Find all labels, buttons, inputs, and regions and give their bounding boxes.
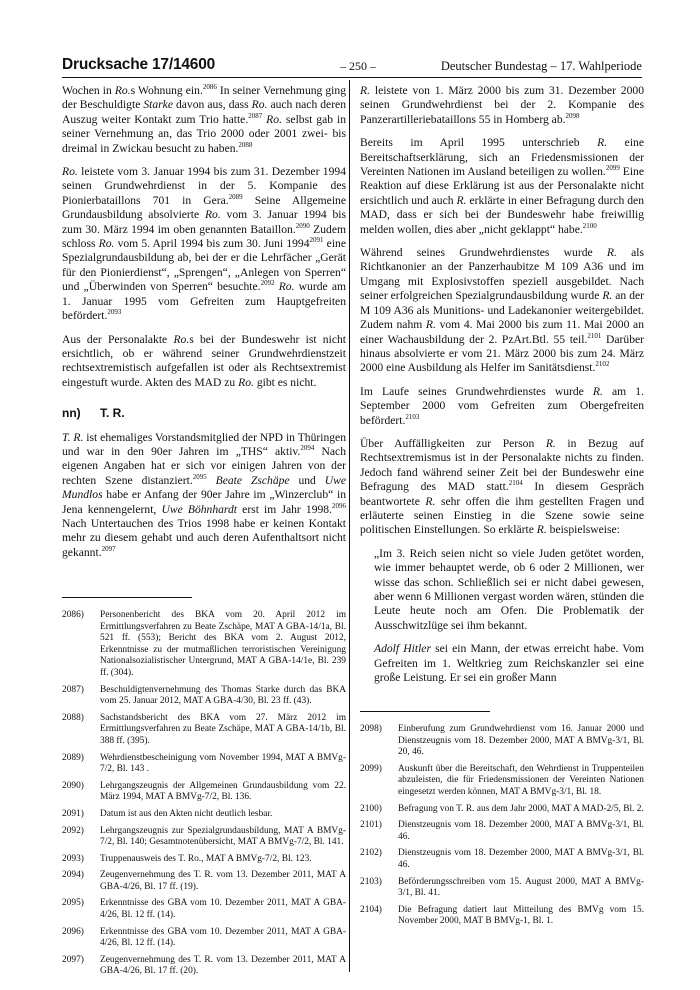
footnote-ref[interactable]: 2101 [587,331,602,340]
footnote: 2099) Auskunft über die Bereitschaft, den Wehrdienst in Truppenteilen abzuleisten, die für Friedensmissionen der Vereinten Nationen eingesetzt werden können, MAT A BMVg-3/1, Bl. 18. [360,763,644,797]
section-number: nn) [62,406,81,421]
footnote: 2086) Personenbericht des BKA vom 20. April 2012 im Ermittlungsverfahren zu Beate Zschäpe, MAT A GBA-14/1a, Bl. 521 ff. (553); Bericht des BKA vom 2. August 2012, Erkenntnisse zu der mutmaßlichen terroristischen Vereinigung Nationalsozialistischer Untergrund, MAT A GBA-14/1e, Bl. 239 ff. (304). [62,610,346,678]
paragraph: Während seines Grundwehrdienstes wurde R. als Richtkanonier an der Panzerhaubitze M 109 A36 und im Umgang mit Explosivstoffen speziell ausgebildet. Nach seiner erfolgreichen Spezialgrundausbildung wurde R. an der M 109 A36 als Munitions- und Ladekanonier weitergebildet. Zudem nahm R. vom 4. Mai 2000 bis zum 11. Mai 2000 an einer Wachausbildung der 2. PzArt.Btl. 55 teil.$^{2101}$ Darüber hinaus absolvierte er vom 21. März 2000 bis zum 24. März 2000 eine Ausbildung als Helfer im Sanitätsdienst.$^{2102}$ [360,246,644,375]
footnote-ref[interactable]: 2086 [202,83,217,92]
footnote: 2088) Sachstandsbericht des BKA vom 27. März 2012 im Ermittlungsverfahren zu Beate Zschäpe, MAT A GBA-14/1b, Bl. 388 ff. (395). [62,712,346,746]
footnote: 2097) Zeugenvernehmung des T. R. vom 13. Dezember 2011, MAT A GBA-4/26, Bl. 17 ff. (20). [62,954,346,977]
footnote: 2102) Dienstzeugnis vom 18. Dezember 2000, MAT A BMVg-3/1, Bl. 46. [360,848,644,870]
quote-paragraph: Adolf Hitler sei ein Mann, der etwas erreicht habe. Vom Gefreiten im 1. Weltkrieg zum Reichskanzler sei eine große Leistung. Er sei ein großer Mann [374,642,644,685]
footnote: 2100) Befragung von T. R. aus dem Jahr 2000, MAT A MAD-2/5, Bl. 2. [360,803,644,814]
section-heading [62,406,346,420]
footnote-ref[interactable]: 2099 [605,164,620,173]
footnote: 2090) Lehrgangszeugnis der Allgemeinen Grundausbildung vom 22. März 1994, MAT A BMVg-7/2, Bl. 136. [62,780,346,803]
footnote-rule [62,597,192,598]
paragraph: T. R. ist ehemaliges Vorstandsmitglied der NPD in Thüringen und war in den 90er Jahren im „THS“ aktiv.$^{2094}$ Nach eigenen Angaben hat er sich vor einigen Jahren von der rechten Szene distanziert.$^{2095}$ Beate Zschäpe und Uwe Mundlos habe er Anfang der 90er Jahre im „Winzerclub“ in Jena kennengelernt, Uwe Böhnhardt erst im Jahr 1998.$^{2096}$ Nach Untertauchen des Trios 1998 habe er keinen Kontakt mehr zu diesem gehabt und auch deren Aufenthaltsort nicht gekannt.$^{2097}$ [62,430,347,559]
footnote-rule [360,711,490,712]
right-column [360,84,644,694]
footnote-ref[interactable]: 2091 [309,236,324,245]
footnote: 2095) Erkenntnisse des GBA vom 10. Dezember 2011, MAT A GBA-4/26, Bl. 12 ff. (14). [62,898,346,921]
paragraph: Im Laufe seines Grundwehrdienstes wurde R. am 1. September 2000 vom Gefreiten zum Obergefreiten befördert.$^{2103}$ [360,384,644,427]
footnote-ref[interactable]: 2094 [300,444,315,453]
footnote-ref[interactable]: 2102 [595,360,610,369]
footnote-ref[interactable]: 2093 [107,308,122,317]
doc-prefix: Drucksache 17/ [62,56,173,73]
doc-number-bold: 14600 [172,56,216,73]
paragraph: Über Auffälligkeiten zur Person R. in Bezug auf Rechtsextremismus ist in der Personalakte nichts zu finden. Jedoch fand während seiner Zeit bei der Bundeswehr eine Befragung des MAD statt.$^{2104}$ In diesem Gespräch beantwortete R. sehr offen die ihm gestellten Fragen und erläuterte seinen Einstieg in die Szene sowie seine politischen Einstellungen. So erklärte R. beispielsweise: [360,436,645,537]
page-number: – 250 – [340,59,376,73]
footnote-ref[interactable]: 2092 [260,279,275,288]
footnote-ref[interactable]: 2088 [238,140,253,149]
footnote: 2098) Einberufung zum Grundwehrdienst vom 16. Januar 2000 und Dienstzeugnis vom 18. Dezember 2000, MAT A BMVg-3/1, Bl. 20, 46. [360,724,644,758]
footnote-ref[interactable]: 2098 [565,111,580,120]
footnote: 2093) Truppenausweis des T. Ro., MAT A BMVg-7/2, Bl. 123. [62,853,312,864]
footnote: 2094) Zeugenvernehmung des T. R. vom 13. Dezember 2011, MAT A GBA-4/26, Bl. 17 ff. (19). [62,870,346,892]
footnote-ref[interactable]: 2097 [101,544,116,553]
column-divider [349,80,350,972]
footnote-ref[interactable]: 2089 [228,192,243,201]
footnote-ref[interactable]: 2100 [582,221,597,230]
paragraph: Wochen in Ro.s Wohnung ein.$^{2086}$ In seiner Vernehmung ging der Beschuldigte Starke davon aus, dass Ro. auch nach deren Auszug weiter Kontakt zum Trio hatte.$^{2087}$ Ro. selbst gab in seiner Vernehmung an, das Trio 2000 oder 2001 zwei- bis dreimal in Zwickau besucht zu haben.$^{2088}$ [62,83,346,155]
paragraph: R. leistete von 1. März 2000 bis zum 31. Dezember 2000 seinen Grundwehrdienst bei der 2. Kompanie des Panzerartilleriebataillons 55 in Homberg ab.$^{2098}$ [360,84,644,126]
footnote: 2096) Erkenntnisse des GBA vom 10. Dezember 2011, MAT A GBA-4/26, Bl. 12 ff. (14). [62,926,346,949]
footnotes-left [62,583,346,983]
paragraph: Aus der Personalakte Ro.s bei der Bundeswehr ist nicht ersichtlich, ob er während seiner Grundwehrdienstzeit rechtsextremistisch aufgefallen ist oder als Rechtsextremist eingestuft wurde. Akten des MAD zu Ro. gibt es nicht. [62,332,346,389]
header-rule [62,77,642,78]
publisher-label: Deutscher Bundestag – 17. Wahlperiode [440,59,642,73]
paragraph: Bereits im April 1995 unterschrieb R. eine Bereitschaftserklärung, sich an Friedensmissionen der Vereinten Nationen im Ausland beteiligen zu wollen.$^{2099}$ Eine Reaktion auf diese Erklärung ist aus der Personalakte nicht ersichtlich und auch R. erklärte in einer Befragung durch den MAD, dass er sich bei der Bundeswehr habe freiwillig melden wollen, dies aber „nicht geklappt“ habe.$^{2100}$ [360,136,644,236]
footnote: 2087) Beschuldigtenvernehmung des Thomas Starke durch das BKA vom 25. Januar 2012, MAT A GBA-4/30, Bl. 23 ff. (43). [62,684,346,707]
block-quote [360,547,644,686]
footnote: 2103) Beförderungsschreiben vom 15. August 2000, MAT A BMVg-3/1, Bl. 41. [360,876,644,899]
footnote-ref[interactable]: 2104 [508,479,523,488]
footnote-ref[interactable]: 2095 [192,472,207,481]
paragraph: Ro. leistete vom 3. Januar 1994 bis zum 31. Dezember 1994 seinen Grundwehrdienst in der 5. Kompanie des Pionierbataillons 701 in Gera.$^{2089}$ Seine Allgemeine Grundausbildung absolvierte Ro. vom 3. Januar 1994 bis zum 30. März 1994 im oben genannten Bataillon.$^{2090}$ Zudem schloss Ro. vom 5. April 1994 bis zum 30. Juni $1994^{2091}$ eine Spezialgrundausbildung ab, bei der er die Lehrfächer „Gerät für den Pionierdienst“, „Sprengen“, „Anlegen von Sperren“ und „Überwinden von Sperren“ besuchte.$^{2092}$ Ro. wurde am 1. Januar 1995 vom Gefreiten zum Hauptgefreiten befördert.$^{2093}$ [62,165,347,323]
section-title: T. R. [100,406,125,421]
footnote-ref[interactable]: 2096 [332,501,346,510]
footnote: 2101) Dienstzeugnis vom 18. Dezember 2000, MAT A BMVg-3/1, Bl. 46. [360,820,644,842]
footnotes-right [360,697,644,933]
quote-paragraph: „Im 3. Reich seien nicht so viele Juden getötet worden, wie immer behauptet werde, ob 6 oder 2 Millionen, wer wisse das schon. Schließlich sei er nicht dabei gewesen, aber wenn 6 Millionen vergast worden wären, stünden die Leute heute noch am Ofen. Die Problematik der Ausschwitzlüge sei ihm bekannt. [374,546,644,632]
footnote-ref[interactable]: 2103 [405,412,420,421]
footnote: 2091) Datum ist aus den Akten nicht deutlich lesbar. [62,808,273,819]
footnote-ref[interactable]: 2090 [295,221,310,230]
footnote: 2104) Die Befragung datiert laut Mitteilung des BMVg vom 15. November 2000, MAT B BMVg-1, Bl. 1. [360,904,644,927]
footnote-ref[interactable]: 2087 [248,111,263,120]
left-column [62,84,346,569]
footnote: 2089) Wehrdienstbescheinigung vom November 1994, MAT A BMVg-7/2, Bl. 143 . [62,752,346,775]
document-number [62,56,215,74]
footnote: 2092) Lehrgangszeugnis zur Spezialgrundausbildung, MAT A BMVg-7/2, Bl. 140; Gesamtnotenübersicht, MAT A BMVg-7/2, Bl. 141. [62,825,346,848]
